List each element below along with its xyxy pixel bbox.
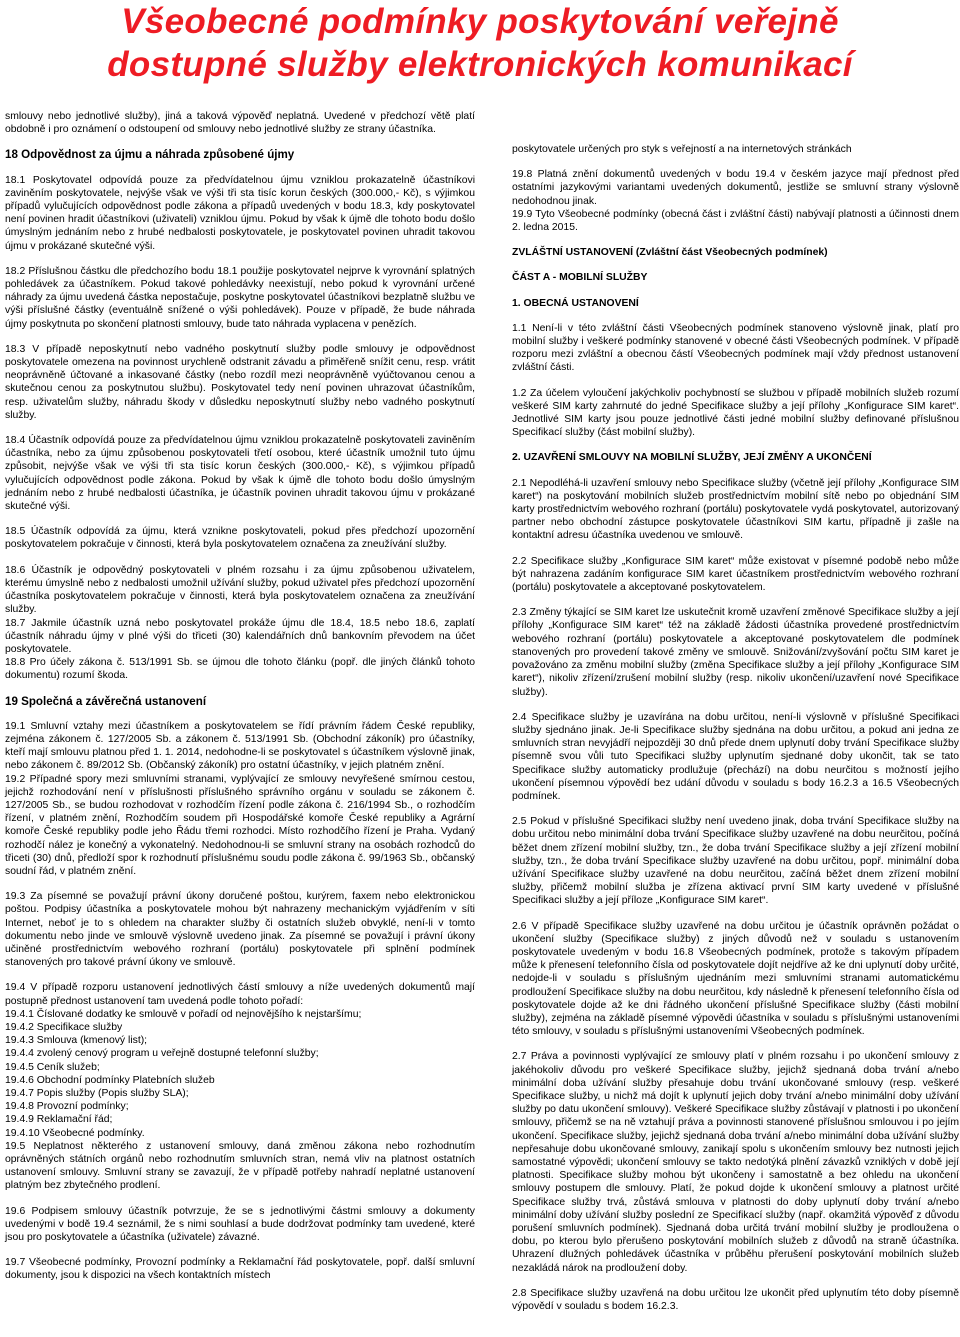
paragraph-gap xyxy=(512,375,959,387)
section-heading: 19 Společná a závěrečná ustanovení xyxy=(5,694,207,708)
paragraph-gap xyxy=(5,969,475,981)
paragraph: 2.5 Pokud v příslušné Specifikaci služby není uvedeno jinak, doba trvání Specifikace služby na dobu určitou nebo minimální doba trvání Specifikace služby uzavřené na dobu neurčitou, počíná běžet dnem zřízení mobilní služby, tzn., že doba trvání Specifikace služby a její zřízení mobilní služby, tzn., že doba trvání Specifikace služby uzavřené na dobu určitou, popř. minimální doba užívání Specifikace služby uzavřené na dobu neurčitou, začíná běžet dnem zřízení mobilní služby, přičemž mobilní služba je zřízena aktivací první SIM karty uvedené v příslušné Specifikaci služby a její příloze „Konfigurace SIM karet“. xyxy=(512,816,959,907)
paragraph: 18.2 Příslušnou částku dle předchozího bodu 18.1 použije poskytovatel nejprve k vyrovnání splatných pohledávek za účastníkem. Pokud takové pohledávky neexistují, nebo pokud k vyrovnání určené náhrady za újmu uvedená částka nepostačuje, poskytne poskytovatel účastníkovi bezplatně službu ve výši příslušné částky (eventuálně snížené o výši pohledávek). Pouze v případě, že bude náhrada újmy poskytnuta po skončení platnosti smlouvy, bude tato náhrada vyplacena v penězích. xyxy=(5,265,475,330)
paragraph: 2.8 Specifikace služby uzavřená na dobu určitou lze ukončit před uplynutím této doby písemně výpovědí v souladu s bodem 16.2.3. xyxy=(512,1287,959,1313)
paragraph-gap xyxy=(512,439,959,451)
paragraph: 19.8 Platná znění dokumentů uvedených v bodu 19.4 v českém jazyce mají přednost před ostatními jazykovými variantami uvedených dokumentů, jestliže se smluvní strany výslovně nedohodnou jinak. 19.9 Tyto Všeobecné podmínky (obecná část i zvláštní části) nabývají platnosti a účinnosti dnem 2. ledna 2015. xyxy=(512,169,959,234)
paragraph-gap xyxy=(512,234,959,246)
left-column xyxy=(5,110,475,1283)
paragraph-gap xyxy=(5,708,475,720)
title-line-1: Všeobecné podmínky poskytování veřejně xyxy=(121,2,839,41)
paragraph-gap xyxy=(512,699,959,711)
paragraph-gap xyxy=(512,1038,959,1050)
paragraph-gap xyxy=(512,1275,959,1287)
paragraph-gap xyxy=(512,803,959,815)
paragraph: 2.4 Specifikace služby je uzavírána na dobu určitou, není-li výslovně v příslušné Specifikaci služby sjednáno jinak. Je-li Specifikace služby sjednána na dobu určitou, a pokud ani jedna ze smluvních stran nevyjádří nejpozději 30 dnů přede dnem uplynutí doby trvání Specifikace služby písemně svou vůli tuto Specifikaci služby uplynutím sjednané doby ukončit, tak se tato Specifikace služby automaticky prodlužuje (přechází) na dobu neurčitou s možností jejího ukončení písemnou výpovědí bez udání důvodu v souladu s body 16.2.3 a 16.5 Všeobecných podmínek. xyxy=(512,711,959,802)
paragraph: 19.1 Smluvní vztahy mezi účastníkem a poskytovatelem se řídí právním řádem České republiky, zejména zákonem č. 127/2005 Sb. a zákonem č. 513/1991 Sb. (Obchodní zákoník) pro účastníky, kteří mají smlouvu platnou před 1. 1. 2014, nedohodne-li se poskytovatel s účastníkem výslovně jinak, nebo zákonem č. 89/2012 Sb. (Občanský zákoník) pro ostatní účastníky, v jejich platném znění. 19.2 Případné spory mezi smluvními stranami, vyplývající ze smlouvy nevyřešené smírnou cestou, jejichž rozhodování není v příslušnosti příslušného správního orgánu v souladu se zákonem č. 127/2005 Sb., se budou rozhodovat v rozhodčím řízení podle zákona č. 216/1994 Sb., o rozhodčím řízení, v platném znění, Rozhodčím soudem při Hospodářské komoře České republiky a Agrární komoře České republiky podle jeho Řádu třemi rozhodci. Místo rozhodčího řízení je Praha. Vydaný rozhodčí nález je konečný a vykonatelný. Nedohodnou-li se smluvní strany na osobách rozhodců do třiceti (30) dnů, předloží spor k rozhodnutí příslušnému soudu podle zákona č. 99/1963 Sb., občanský soudní řád, v platném znění. xyxy=(5,720,475,877)
paragraph: 1.1 Není-li v této zvláštní části Všeobecných podmínek stanoveno výslovně jinak, platí pro mobilní služby i veškeré podmínky stanovené v obecné části Všeobecných podmínek. V případě rozporu mezi zvláštní a obecnou částí Všeobecných podmínek mají vždy přednost ustanovení zvláštní části. xyxy=(512,322,959,374)
paragraph-gap xyxy=(512,310,959,322)
paragraph: 2.1 Nepodléhá-li uzavření smlouvy nebo Specifikace služby (včetně její přílohy „Konfigurace SIM karet“) na poskytování mobilních služeb prostřednictvím mobilní sítě nebo po objednání SIM karty prostřednictvím webového rozhraní (portálu) poskytovatele vydá poskytovatel, autorizovaný partner nebo obchodní zástupce poskytovatele účastníkovi SIM kartu, případně ji zašle na kontaktní adresu účastníka uvedenou ve smlouvě. xyxy=(512,477,959,542)
paragraph: 2.6 V případě Specifikace služby uzavřené na dobu určitou je účastník oprávněn požádat o ukončení služby (Specifikace služby) z jiných důvodů než v souladu s ustanovením poskytovatele uvedeným v bodu 16.8 Všeobecných podmínek, protože s takovým případem může k přenesení telefonního čísla od poskytovatele dojít nejdříve až ke dni uplynutí doby určité, nedojde-li v souladu s příslušným ujednáním mezi smluvními stranami automatickému prodloužení Specifikace služby na dobu neurčitou, kdy následně k přenesení telefonního čísla od poskytovatele dojde až ke dni řádného ukončení příslušné Specifikace služby (části mobilní služby), zejména na základě písemné výpovědi účastníka v souladu s příslušnými ustanoveními této smlouvy, v souladu s příslušnými ustanoveními Všeobecných podmínek. xyxy=(512,920,959,1038)
paragraph-gap xyxy=(512,285,959,297)
subsection-heading: 2. UZAVŘENÍ SMLOUVY NA MOBILNÍ SLUŽBY, JEJÍ ZMĚNY A UKONČENÍ xyxy=(512,452,872,464)
paragraph: smlouvy nebo jednotlivé služby), jiná a taková výpověď neplatná. Uvedené v předchozí větě platí obdobně i pro oznámení o odstoupení od smlouvy nebo jednotlivé služby ze strany účastníka. xyxy=(5,111,475,136)
paragraph-gap xyxy=(512,259,959,271)
paragraph-gap xyxy=(5,422,475,434)
paragraph: 2.3 Změny týkající se SIM karet lze uskutečnit kromě uzavření změnové Specifikace služby a její přílohy „Konfigurace SIM karet“ též na základě žádosti účastníka provedené prostřednictvím webového rozhraní (portálu) poskytovatele a akceptované poskytovatelem dle podmínek stanovených pro provedení takové změny ve smlouvě. Snižování/zvyšování počtu SIM karet je považováno za změnu mobilní služby (změna Specifikace služby a její přílohy „Konfigurace SIM karet“), nikoliv zřízení/zrušení mobilní služby (resp. nikoliv ukončení/uzavření nové Specifikace služby). xyxy=(512,607,959,698)
paragraph: 18.1 Poskytovatel odpovídá pouze za předvídatelnou újmu vzniklou prokazatelně účastníkovi zaviněním poskytovatele, nejvýše však ve výši tři sta tisíc korun českých (300.000,- Kč), s výjimkou případů vylučujících odpovědnost podle zákona a případů uvedených v bodu 18.3, kdy poskytovatel není povinen hradit účastníkovi (uživateli) vzniklou újmu. Pokud by však k újmě dle tohoto bodu došlo úmyslným jednáním nebo z hrubé nedbalosti poskytovatele, je poskytovatel povinen uhradit takovou újmu v prokázané skutečné výši. xyxy=(5,174,475,252)
paragraph-gap xyxy=(5,331,475,343)
paragraph-gap xyxy=(5,513,475,525)
paragraph-gap xyxy=(5,162,475,174)
paragraph-gap xyxy=(512,465,959,477)
paragraph-gap xyxy=(512,156,959,168)
subsection-heading: ZVLÁŠTNÍ USTANOVENÍ (Zvláštní část Všeobecných podmínek) xyxy=(512,247,828,259)
paragraph: 19.7 Všeobecné podmínky, Provozní podmínky a Reklamační řád poskytovatele, popř. další smluvní dokumenty, jsou k dispozici na všech kontaktních místech xyxy=(5,1257,475,1282)
title-line-2: dostupné služby elektronických komunikací xyxy=(107,45,853,84)
paragraph: 18.6 Účastník je odpovědný poskytovateli v plném rozsahu i za újmu způsobenou uživatelem, kterému úmyslně nebo z nedbalosti umožnil užívání služby, pokud uživatel přes předchozí upozornění účastníka poskytovatelem pokračuje v činnosti, která byla poskytovatelem označena za zneužívání služby. 18.7 Jakmile účastník uzná nebo poskytovatel prokáže újmu dle 18.4, 18.5 nebo 18.6, zaplatí účastník náhradu újmy v plné výši do třiceti (30) kalendářních dnů bankovním převodem na účet poskytovatele. 18.8 Pro účely zákona č. 513/1991 Sb. se újmou dle tohoto článku (popř. dle jiných článků tohoto dokumentu) rozumí škoda. xyxy=(5,564,475,682)
paragraph-gap xyxy=(5,1193,475,1205)
paragraph-gap xyxy=(512,594,959,606)
subsection-heading: 1. OBECNÁ USTANOVENÍ xyxy=(512,297,639,309)
paragraph-gap xyxy=(5,1244,475,1256)
paragraph: 18.5 Účastník odpovídá za újmu, která vznikne poskytovateli, pokud přes předchozí upozornění poskytovatelem pokračuje v činnosti, která byla poskytovatelem označena za zneužívání služby. xyxy=(5,526,475,551)
paragraph: 2.2 Specifikace služby „Konfigurace SIM karet“ může existovat v písemné podobě nebo může být nahrazena zadáním konfigurace SIM karet účastníkem prostřednictvím webového rozhraní (portálu) poskytovatele a akceptované poskytovatelem. xyxy=(512,555,959,594)
paragraph-gap xyxy=(5,136,475,148)
section-heading: 18 Odpovědnost za újmu a náhrada způsobené újmy xyxy=(5,148,295,162)
paragraph-gap xyxy=(5,878,475,890)
paragraph: 19.4 V případě rozporu ustanovení jednotlivých částí smlouvy a níže uvedených dokumentů mají postupně přednost ustanovení tam uvedená podle tohoto pořadí: 19.4.1 Číslované dodatky ke smlouvě v pořadí od nejnovějšího k nejstaršímu; 19.4.2 Specifikace služby 19.4.3 Smlouva (kmenový list); 19.4.4 zvolený cenový program u veřejně dostupné telefonní služby; 19.4.5 Ceník služeb; 19.4.6 Obchodní podmínky Platebních služeb 19.4.7 Popis služby (Popis služby SLA); 19.4.8 Provozní podmínky; 19.4.9 Reklamační řád; 19.4.10 Všeobecné podmínky. 19.5 Neplatnost některého z ustanovení smlouvy, daná změnou zákona nebo rozhodnutím oprávněných státních orgánů nebo rozhodnutím smluvních stran, nemá vliv na platnost ostatních ustanovení smlouvy. Smluvní strany se zavazují, že v případě potřeby nahradí neplatné ustanovení platným bez zbytečného prodlení. xyxy=(5,982,475,1192)
right-column xyxy=(512,143,959,1313)
paragraph: 18.3 V případě neposkytnutí nebo vadného poskytnutí služby podle smlouvy je odpovědnost poskytovatele omezena na povinnost urychleně odstranit závadu a přiměřeně snížit cenu, resp. vrátit neoprávněně účtované a inkasované částky (nebo rozdíl mezi neoprávněně vyúčtovanou cenou a skutečnou cenou za poskytnutou službu). Poskytovatel tedy není povinen uhrazovat účastníkům, resp. uživatelům služby, náhradu škody v důsledku neposkytnutí služby nebo vadného poskytnutí služby. xyxy=(5,343,475,421)
paragraph: 1.2 Za účelem vyloučení jakýchkoliv pochybností se službou v případě mobilních služeb rozumí veškeré SIM karty zahrnuté do jedné Specifikace služby a její přílohy „Konfigurace SIM karet“. Jednotlivé SIM karty jsou pouze jednotlivé části jedné mobilní služby definované příslušnou Specifikací služby (část mobilní služby). xyxy=(512,387,959,439)
paragraph-gap xyxy=(512,908,959,920)
paragraph-gap xyxy=(5,683,475,695)
subsection-heading: ČÁST A - MOBILNÍ SLUŽBY xyxy=(512,272,648,284)
paragraph: 18.4 Účastník odpovídá pouze za předvídatelnou újmu vzniklou prokazatelně poskytovateli zaviněním účastníka, nebo za újmu způsobenou poskytovateli třetí osobou, které účastník umožnil tuto újmu způsobit, nejvýše však ve výši tři sta tisíc korun českých (300.000,- Kč), s výjimkou případů vylučujících odpovědnost podle zákona. Pokud by však k újmě dle tohoto bodu došlo úmyslným jednáním nebo z hrubé nedbalosti účastníka, je účastník povinen uhradit takovou újmu v prokázané skutečné výši. xyxy=(5,435,475,513)
paragraph: 19.3 Za písemné se považují právní úkony doručené poštou, kurýrem, faxem nebo elektronickou poštou. Podpisy účastníka a poskytovatele mohou být nahrazeny mechanickým vyjádřením v síti Internet, neboť je to s ohledem na charakter služby či ostatních služeb obvyklé, není-li v tomto dokumentu nebo jinde ve smlouvě výslovně uvedeno jinak. Za písemné se považují i právní úkony učiněné prostřednictvím webového rozhraní (portálu) poskytovatele při splnění podmínek stanovených pro takové právní úkony ve smlouvě. xyxy=(5,891,475,969)
paragraph-gap xyxy=(5,253,475,265)
document-title xyxy=(0,0,960,86)
paragraph-gap xyxy=(512,543,959,555)
paragraph-gap xyxy=(5,552,475,564)
paragraph: 2.7 Práva a povinnosti vyplývající ze smlouvy platí v plném rozsahu i po ukončení smlouvy z jakéhokoliv důvodu pro veškeré Specifikace služby, jejichž sjednaná doba trvání a/nebo minimální doba užívání služby přesahuje dobu trvání ukončované smlouvy (resp. veškeré Specifikace služby, u nichž má dojít k uplynutí jejich doby trvání a/nebo minimální doby užívání služby po datu ukončení smlouvy). Veškeré Specifikace služby zůstávají v platnosti i po ukončení smlouvy, přičemž se na ně vztahují práva a povinnosti stanovené příslušnou smlouvou i po jejím ukončení. Specifikace služby, jejichž sjednaná doba trvání a/nebo minimální doba užívání služby nepřesahuje dobu ukončované smlouvy, zanikají spolu s ukončením smlouvy bez nutnosti jejich samostatné výpovědi; ukončení smlouvy se takto nedotýká plnění závazků vzniklých v době její platnosti. Specifikace služby mohou být ukončeny i samostatně a bez ohledu na ukončení smlouvy postupem dle smlouvy. Platí, že pokud dojde k ukončení smlouvy a platnost určité Specifikace služby trvá, zůstává smlouva v platnosti do doby uplynutí doby trvání a/nebo minimální doby užívání služby poslední ze Specifikací služby (např. okamžitá výpověď z důvodu porušení smluvních podmínek). Sjednaná doba určitá trvání mobilní služby je prodloužena o dobu, po kterou bylo přerušeno poskytování mobilních služeb z důvodů na straně účastníka. Uhrazení dlužných pohledávek účastníka v průběhu přerušení poskytování mobilních služeb nezakládá nárok na prodloužení doby. xyxy=(512,1051,959,1274)
paragraph: 19.6 Podpisem smlouvy účastník potvrzuje, že se s jednotlivými částmi smlouvy a dokumenty uvedenými v bodě 19.4 seznámil, že s nimi souhlasí a bude dodržovat podmínky tam uvedené, které jsou pro poskytovatele a účastníka (uživatele) závazné. xyxy=(5,1205,475,1244)
paragraph: poskytovatele určených pro styk s veřejností a na internetových stránkách xyxy=(512,144,852,155)
